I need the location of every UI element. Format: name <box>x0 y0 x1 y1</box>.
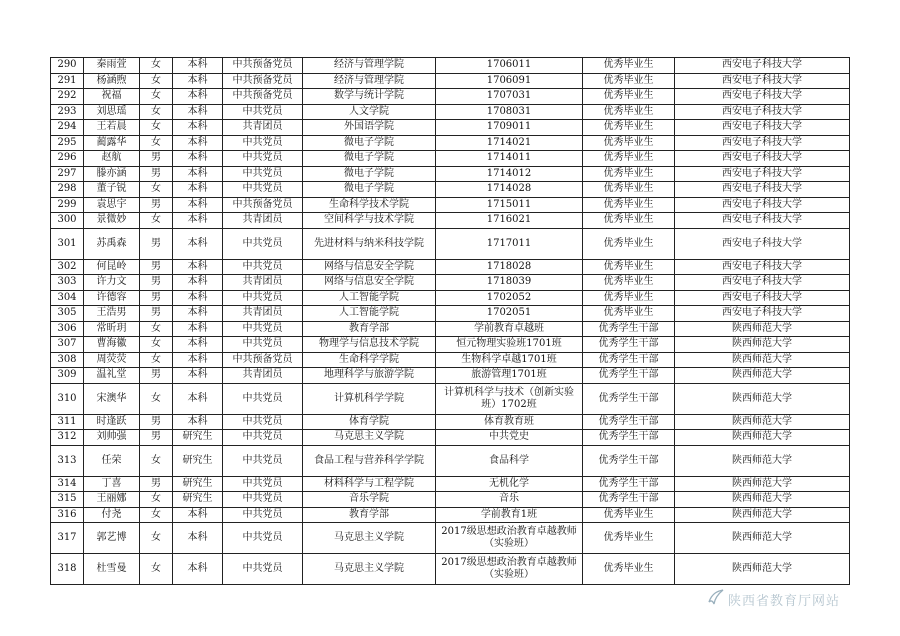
college-cell: 微电子学院 <box>303 151 436 167</box>
row-number-cell: 290 <box>51 58 84 74</box>
class-name-cell: 2017级思想政治教育卓越教师（实验班） <box>436 554 583 585</box>
university-cell: 西安电子科技大学 <box>675 89 850 105</box>
row-number-cell: 301 <box>51 228 84 259</box>
award-type-cell: 优秀学生干部 <box>583 368 675 384</box>
student-name-cell: 董子锐 <box>84 182 140 198</box>
award-type-cell: 优秀毕业生 <box>583 58 675 74</box>
college-cell: 人工智能学院 <box>303 306 436 322</box>
political-status-cell: 中共党员 <box>223 476 303 492</box>
row-number-cell: 291 <box>51 73 84 89</box>
table-row <box>51 197 850 213</box>
college-cell: 马克思主义学院 <box>303 554 436 585</box>
row-number-cell: 318 <box>51 554 84 585</box>
class-name-cell: 恒元物理实验班1701班 <box>436 337 583 353</box>
table-row <box>51 151 850 167</box>
university-cell: 西安电子科技大学 <box>675 197 850 213</box>
student-name-cell: 景微妙 <box>84 213 140 229</box>
student-name-cell: 杜雪曼 <box>84 554 140 585</box>
student-name-cell: 王浩男 <box>84 306 140 322</box>
award-type-cell: 优秀学生干部 <box>583 492 675 508</box>
gender-cell: 女 <box>140 213 173 229</box>
gender-cell: 男 <box>140 476 173 492</box>
political-status-cell: 中共党员 <box>223 259 303 275</box>
table-row <box>51 182 850 198</box>
university-cell: 陕西师范大学 <box>675 492 850 508</box>
political-status-cell: 中共党员 <box>223 507 303 523</box>
class-name-cell: 1706091 <box>436 73 583 89</box>
table-row <box>51 104 850 120</box>
political-status-cell: 中共党员 <box>223 414 303 430</box>
political-status-cell: 中共党员 <box>223 523 303 554</box>
education-level-cell: 本科 <box>173 135 223 151</box>
class-name-cell: 1718039 <box>436 275 583 291</box>
college-cell: 网络与信息安全学院 <box>303 275 436 291</box>
education-level-cell: 本科 <box>173 507 223 523</box>
table-row <box>51 337 850 353</box>
college-cell: 网络与信息安全学院 <box>303 259 436 275</box>
table-row <box>51 228 850 259</box>
college-cell: 微电子学院 <box>303 135 436 151</box>
class-name-cell: 生物科学卓越1701班 <box>436 352 583 368</box>
education-level-cell: 研究生 <box>173 430 223 446</box>
table-row <box>51 523 850 554</box>
table-row <box>51 554 850 585</box>
row-number-cell: 311 <box>51 414 84 430</box>
row-number-cell: 299 <box>51 197 84 213</box>
class-name-cell: 音乐 <box>436 492 583 508</box>
university-cell: 陕西师范大学 <box>675 430 850 446</box>
class-name-cell: 旅游管理1701班 <box>436 368 583 384</box>
award-type-cell: 优秀毕业生 <box>583 275 675 291</box>
award-type-cell: 优秀学生干部 <box>583 337 675 353</box>
award-type-cell: 优秀毕业生 <box>583 89 675 105</box>
student-name-cell: 王丽娜 <box>84 492 140 508</box>
class-name-cell: 2017级思想政治教育卓越教师（实验班） <box>436 523 583 554</box>
education-level-cell: 本科 <box>173 383 223 414</box>
political-status-cell: 共青团员 <box>223 306 303 322</box>
class-name-cell: 无机化学 <box>436 476 583 492</box>
gender-cell: 女 <box>140 383 173 414</box>
award-list-table <box>50 57 850 585</box>
table-row <box>51 414 850 430</box>
education-level-cell: 本科 <box>173 228 223 259</box>
gender-cell: 男 <box>140 414 173 430</box>
university-cell: 西安电子科技大学 <box>675 228 850 259</box>
student-name-cell: 滕亦涵 <box>84 166 140 182</box>
class-name-cell: 1702051 <box>436 306 583 322</box>
political-status-cell: 中共党员 <box>223 554 303 585</box>
class-name-cell: 体育教育班 <box>436 414 583 430</box>
award-type-cell: 优秀学生干部 <box>583 352 675 368</box>
class-name-cell: 1707031 <box>436 89 583 105</box>
education-level-cell: 本科 <box>173 151 223 167</box>
class-name-cell: 1702052 <box>436 290 583 306</box>
class-name-cell: 1714021 <box>436 135 583 151</box>
education-level-cell: 本科 <box>173 321 223 337</box>
education-level-cell: 本科 <box>173 290 223 306</box>
student-name-cell: 付尧 <box>84 507 140 523</box>
student-name-cell: 温礼堂 <box>84 368 140 384</box>
political-status-cell: 中共党员 <box>223 383 303 414</box>
award-type-cell: 优秀毕业生 <box>583 197 675 213</box>
table-row <box>51 58 850 74</box>
gender-cell: 男 <box>140 306 173 322</box>
table-row <box>51 213 850 229</box>
award-type-cell: 优秀毕业生 <box>583 135 675 151</box>
college-cell: 人文学院 <box>303 104 436 120</box>
gender-cell: 女 <box>140 89 173 105</box>
table-row <box>51 430 850 446</box>
gender-cell: 女 <box>140 135 173 151</box>
college-cell: 地理科学与旅游学院 <box>303 368 436 384</box>
table-row <box>51 321 850 337</box>
gender-cell: 男 <box>140 275 173 291</box>
row-number-cell: 302 <box>51 259 84 275</box>
student-name-cell: 赵航 <box>84 151 140 167</box>
university-cell: 陕西师范大学 <box>675 414 850 430</box>
student-name-cell: 祝福 <box>84 89 140 105</box>
college-cell: 马克思主义学院 <box>303 430 436 446</box>
table-row <box>51 352 850 368</box>
award-type-cell: 优秀学生干部 <box>583 430 675 446</box>
gender-cell: 女 <box>140 321 173 337</box>
award-type-cell: 优秀毕业生 <box>583 554 675 585</box>
college-cell: 生命科学技术学院 <box>303 197 436 213</box>
gender-cell: 女 <box>140 104 173 120</box>
class-name-cell: 1706011 <box>436 58 583 74</box>
class-name-cell: 1709011 <box>436 120 583 136</box>
university-cell: 陕西师范大学 <box>675 476 850 492</box>
university-cell: 陕西师范大学 <box>675 352 850 368</box>
university-cell: 西安电子科技大学 <box>675 120 850 136</box>
student-name-cell: 宋澳华 <box>84 383 140 414</box>
political-status-cell: 中共党员 <box>223 492 303 508</box>
gender-cell: 女 <box>140 352 173 368</box>
student-name-cell: 许德容 <box>84 290 140 306</box>
student-name-cell: 秦雨萱 <box>84 58 140 74</box>
class-name-cell: 计算机科学与技术（创新实验班）1702班 <box>436 383 583 414</box>
student-name-cell: 王若晨 <box>84 120 140 136</box>
award-type-cell: 优秀毕业生 <box>583 166 675 182</box>
university-cell: 西安电子科技大学 <box>675 104 850 120</box>
row-number-cell: 313 <box>51 445 84 476</box>
political-status-cell: 中共预备党员 <box>223 352 303 368</box>
row-number-cell: 307 <box>51 337 84 353</box>
college-cell: 音乐学院 <box>303 492 436 508</box>
gender-cell: 男 <box>140 368 173 384</box>
education-level-cell: 本科 <box>173 166 223 182</box>
table-row <box>51 476 850 492</box>
row-number-cell: 309 <box>51 368 84 384</box>
student-name-cell: 刘思瑶 <box>84 104 140 120</box>
political-status-cell: 中共预备党员 <box>223 89 303 105</box>
political-status-cell: 中共党员 <box>223 445 303 476</box>
education-level-cell: 本科 <box>173 259 223 275</box>
student-name-cell: 杨涵煦 <box>84 73 140 89</box>
college-cell: 生命科学学院 <box>303 352 436 368</box>
gender-cell: 男 <box>140 228 173 259</box>
award-type-cell: 优秀毕业生 <box>583 213 675 229</box>
education-level-cell: 本科 <box>173 104 223 120</box>
political-status-cell: 中共预备党员 <box>223 73 303 89</box>
row-number-cell: 306 <box>51 321 84 337</box>
student-name-cell: 时逢跃 <box>84 414 140 430</box>
award-type-cell: 优秀学生干部 <box>583 445 675 476</box>
student-name-cell: 周荧荧 <box>84 352 140 368</box>
gender-cell: 男 <box>140 197 173 213</box>
political-status-cell: 中共预备党员 <box>223 197 303 213</box>
college-cell: 体育学院 <box>303 414 436 430</box>
row-number-cell: 308 <box>51 352 84 368</box>
college-cell: 经济与管理学院 <box>303 58 436 74</box>
political-status-cell: 共青团员 <box>223 275 303 291</box>
university-cell: 西安电子科技大学 <box>675 306 850 322</box>
award-type-cell: 优秀毕业生 <box>583 73 675 89</box>
political-status-cell: 中共党员 <box>223 430 303 446</box>
gender-cell: 女 <box>140 58 173 74</box>
award-type-cell: 优秀毕业生 <box>583 120 675 136</box>
university-cell: 陕西师范大学 <box>675 554 850 585</box>
gender-cell: 女 <box>140 445 173 476</box>
gender-cell: 女 <box>140 337 173 353</box>
class-name-cell: 学前教育卓越班 <box>436 321 583 337</box>
row-number-cell: 312 <box>51 430 84 446</box>
table-row <box>51 492 850 508</box>
student-name-cell: 刘帅强 <box>84 430 140 446</box>
education-level-cell: 本科 <box>173 120 223 136</box>
table-row <box>51 306 850 322</box>
education-level-cell: 本科 <box>173 306 223 322</box>
table-row <box>51 259 850 275</box>
award-type-cell: 优秀毕业生 <box>583 306 675 322</box>
class-name-cell: 1716021 <box>436 213 583 229</box>
gender-cell: 男 <box>140 259 173 275</box>
political-status-cell: 共青团员 <box>223 120 303 136</box>
university-cell: 西安电子科技大学 <box>675 135 850 151</box>
student-name-cell: 苏禹森 <box>84 228 140 259</box>
university-cell: 西安电子科技大学 <box>675 275 850 291</box>
political-status-cell: 中共党员 <box>223 290 303 306</box>
class-name-cell: 1714012 <box>436 166 583 182</box>
student-name-cell: 袁思宇 <box>84 197 140 213</box>
college-cell: 材料科学与工程学院 <box>303 476 436 492</box>
college-cell: 空间科学与技术学院 <box>303 213 436 229</box>
education-level-cell: 本科 <box>173 73 223 89</box>
award-type-cell: 优秀毕业生 <box>583 104 675 120</box>
college-cell: 微电子学院 <box>303 166 436 182</box>
row-number-cell: 305 <box>51 306 84 322</box>
political-status-cell: 中共党员 <box>223 321 303 337</box>
college-cell: 教育学部 <box>303 321 436 337</box>
student-name-cell: 蔺露华 <box>84 135 140 151</box>
college-cell: 经济与管理学院 <box>303 73 436 89</box>
row-number-cell: 298 <box>51 182 84 198</box>
university-cell: 西安电子科技大学 <box>675 290 850 306</box>
table-row <box>51 120 850 136</box>
class-name-cell: 1717011 <box>436 228 583 259</box>
award-type-cell: 优秀学生干部 <box>583 383 675 414</box>
award-type-cell: 优秀学生干部 <box>583 414 675 430</box>
gender-cell: 男 <box>140 430 173 446</box>
education-level-cell: 本科 <box>173 368 223 384</box>
education-level-cell: 本科 <box>173 414 223 430</box>
row-number-cell: 292 <box>51 89 84 105</box>
table-row <box>51 290 850 306</box>
table-row <box>51 135 850 151</box>
education-level-cell: 研究生 <box>173 476 223 492</box>
gender-cell: 男 <box>140 151 173 167</box>
college-cell: 外国语学院 <box>303 120 436 136</box>
college-cell: 数学与统计学院 <box>303 89 436 105</box>
award-type-cell: 优秀毕业生 <box>583 151 675 167</box>
gender-cell: 女 <box>140 554 173 585</box>
education-level-cell: 本科 <box>173 275 223 291</box>
award-type-cell: 优秀毕业生 <box>583 228 675 259</box>
award-type-cell: 优秀毕业生 <box>583 507 675 523</box>
student-name-cell: 丁喜 <box>84 476 140 492</box>
political-status-cell: 中共党员 <box>223 337 303 353</box>
political-status-cell: 中共预备党员 <box>223 58 303 74</box>
gender-cell: 女 <box>140 182 173 198</box>
class-name-cell: 学前教育1班 <box>436 507 583 523</box>
student-name-cell: 曹海徽 <box>84 337 140 353</box>
college-cell: 物理学与信息技术学院 <box>303 337 436 353</box>
row-number-cell: 297 <box>51 166 84 182</box>
education-level-cell: 本科 <box>173 58 223 74</box>
class-name-cell: 1714011 <box>436 151 583 167</box>
political-status-cell: 中共党员 <box>223 182 303 198</box>
university-cell: 西安电子科技大学 <box>675 73 850 89</box>
education-level-cell: 本科 <box>173 89 223 105</box>
row-number-cell: 294 <box>51 120 84 136</box>
university-cell: 陕西师范大学 <box>675 321 850 337</box>
college-cell: 计算机科学学院 <box>303 383 436 414</box>
education-level-cell: 本科 <box>173 337 223 353</box>
university-cell: 西安电子科技大学 <box>675 166 850 182</box>
gender-cell: 女 <box>140 523 173 554</box>
gender-cell: 女 <box>140 492 173 508</box>
award-type-cell: 优秀毕业生 <box>583 259 675 275</box>
class-name-cell: 1708031 <box>436 104 583 120</box>
education-level-cell: 研究生 <box>173 492 223 508</box>
award-type-cell: 优秀学生干部 <box>583 321 675 337</box>
row-number-cell: 296 <box>51 151 84 167</box>
class-name-cell: 中共党史 <box>436 430 583 446</box>
row-number-cell: 300 <box>51 213 84 229</box>
row-number-cell: 317 <box>51 523 84 554</box>
award-type-cell: 优秀毕业生 <box>583 182 675 198</box>
row-number-cell: 293 <box>51 104 84 120</box>
college-cell: 食品工程与营养科学学院 <box>303 445 436 476</box>
table-row <box>51 445 850 476</box>
political-status-cell: 中共党员 <box>223 151 303 167</box>
college-cell: 教育学部 <box>303 507 436 523</box>
education-level-cell: 本科 <box>173 182 223 198</box>
student-name-cell: 何昆岭 <box>84 259 140 275</box>
college-cell: 先进材料与纳米科技学院 <box>303 228 436 259</box>
table-row <box>51 383 850 414</box>
gender-cell: 男 <box>140 290 173 306</box>
class-name-cell: 1718028 <box>436 259 583 275</box>
university-cell: 西安电子科技大学 <box>675 182 850 198</box>
table-row <box>51 73 850 89</box>
gender-cell: 男 <box>140 166 173 182</box>
class-name-cell: 1714028 <box>436 182 583 198</box>
university-cell: 陕西师范大学 <box>675 507 850 523</box>
gender-cell: 女 <box>140 120 173 136</box>
class-name-cell: 食品科学 <box>436 445 583 476</box>
table-row <box>51 507 850 523</box>
education-level-cell: 本科 <box>173 197 223 213</box>
class-name-cell: 1715011 <box>436 197 583 213</box>
row-number-cell: 316 <box>51 507 84 523</box>
university-cell: 西安电子科技大学 <box>675 213 850 229</box>
student-name-cell: 常昕玥 <box>84 321 140 337</box>
college-cell: 微电子学院 <box>303 182 436 198</box>
university-cell: 陕西师范大学 <box>675 523 850 554</box>
gender-cell: 女 <box>140 507 173 523</box>
table-row <box>51 368 850 384</box>
row-number-cell: 303 <box>51 275 84 291</box>
education-level-cell: 本科 <box>173 554 223 585</box>
political-status-cell: 中共党员 <box>223 135 303 151</box>
student-name-cell: 郭艺博 <box>84 523 140 554</box>
watermark-text: 陕西省教育厅网站 <box>728 594 841 609</box>
college-cell: 人工智能学院 <box>303 290 436 306</box>
political-status-cell: 共青团员 <box>223 368 303 384</box>
university-cell: 陕西师范大学 <box>675 337 850 353</box>
university-cell: 陕西师范大学 <box>675 383 850 414</box>
award-type-cell: 优秀学生干部 <box>583 476 675 492</box>
political-status-cell: 中共党员 <box>223 104 303 120</box>
education-level-cell: 本科 <box>173 352 223 368</box>
political-status-cell: 中共党员 <box>223 166 303 182</box>
university-cell: 陕西师范大学 <box>675 445 850 476</box>
award-type-cell: 优秀毕业生 <box>583 290 675 306</box>
ribbon-logo-icon <box>706 587 726 607</box>
university-cell: 陕西师范大学 <box>675 368 850 384</box>
row-number-cell: 304 <box>51 290 84 306</box>
row-number-cell: 310 <box>51 383 84 414</box>
row-number-cell: 314 <box>51 476 84 492</box>
student-name-cell: 许力文 <box>84 275 140 291</box>
education-level-cell: 本科 <box>173 213 223 229</box>
table-row <box>51 89 850 105</box>
award-type-cell: 优秀毕业生 <box>583 523 675 554</box>
table-row <box>51 275 850 291</box>
political-status-cell: 共青团员 <box>223 213 303 229</box>
university-cell: 西安电子科技大学 <box>675 151 850 167</box>
education-level-cell: 本科 <box>173 523 223 554</box>
student-name-cell: 任荣 <box>84 445 140 476</box>
political-status-cell: 中共党员 <box>223 228 303 259</box>
gender-cell: 女 <box>140 73 173 89</box>
university-cell: 西安电子科技大学 <box>675 259 850 275</box>
table-row <box>51 166 850 182</box>
university-cell: 西安电子科技大学 <box>675 58 850 74</box>
education-level-cell: 研究生 <box>173 445 223 476</box>
college-cell: 马克思主义学院 <box>303 523 436 554</box>
row-number-cell: 315 <box>51 492 84 508</box>
row-number-cell: 295 <box>51 135 84 151</box>
